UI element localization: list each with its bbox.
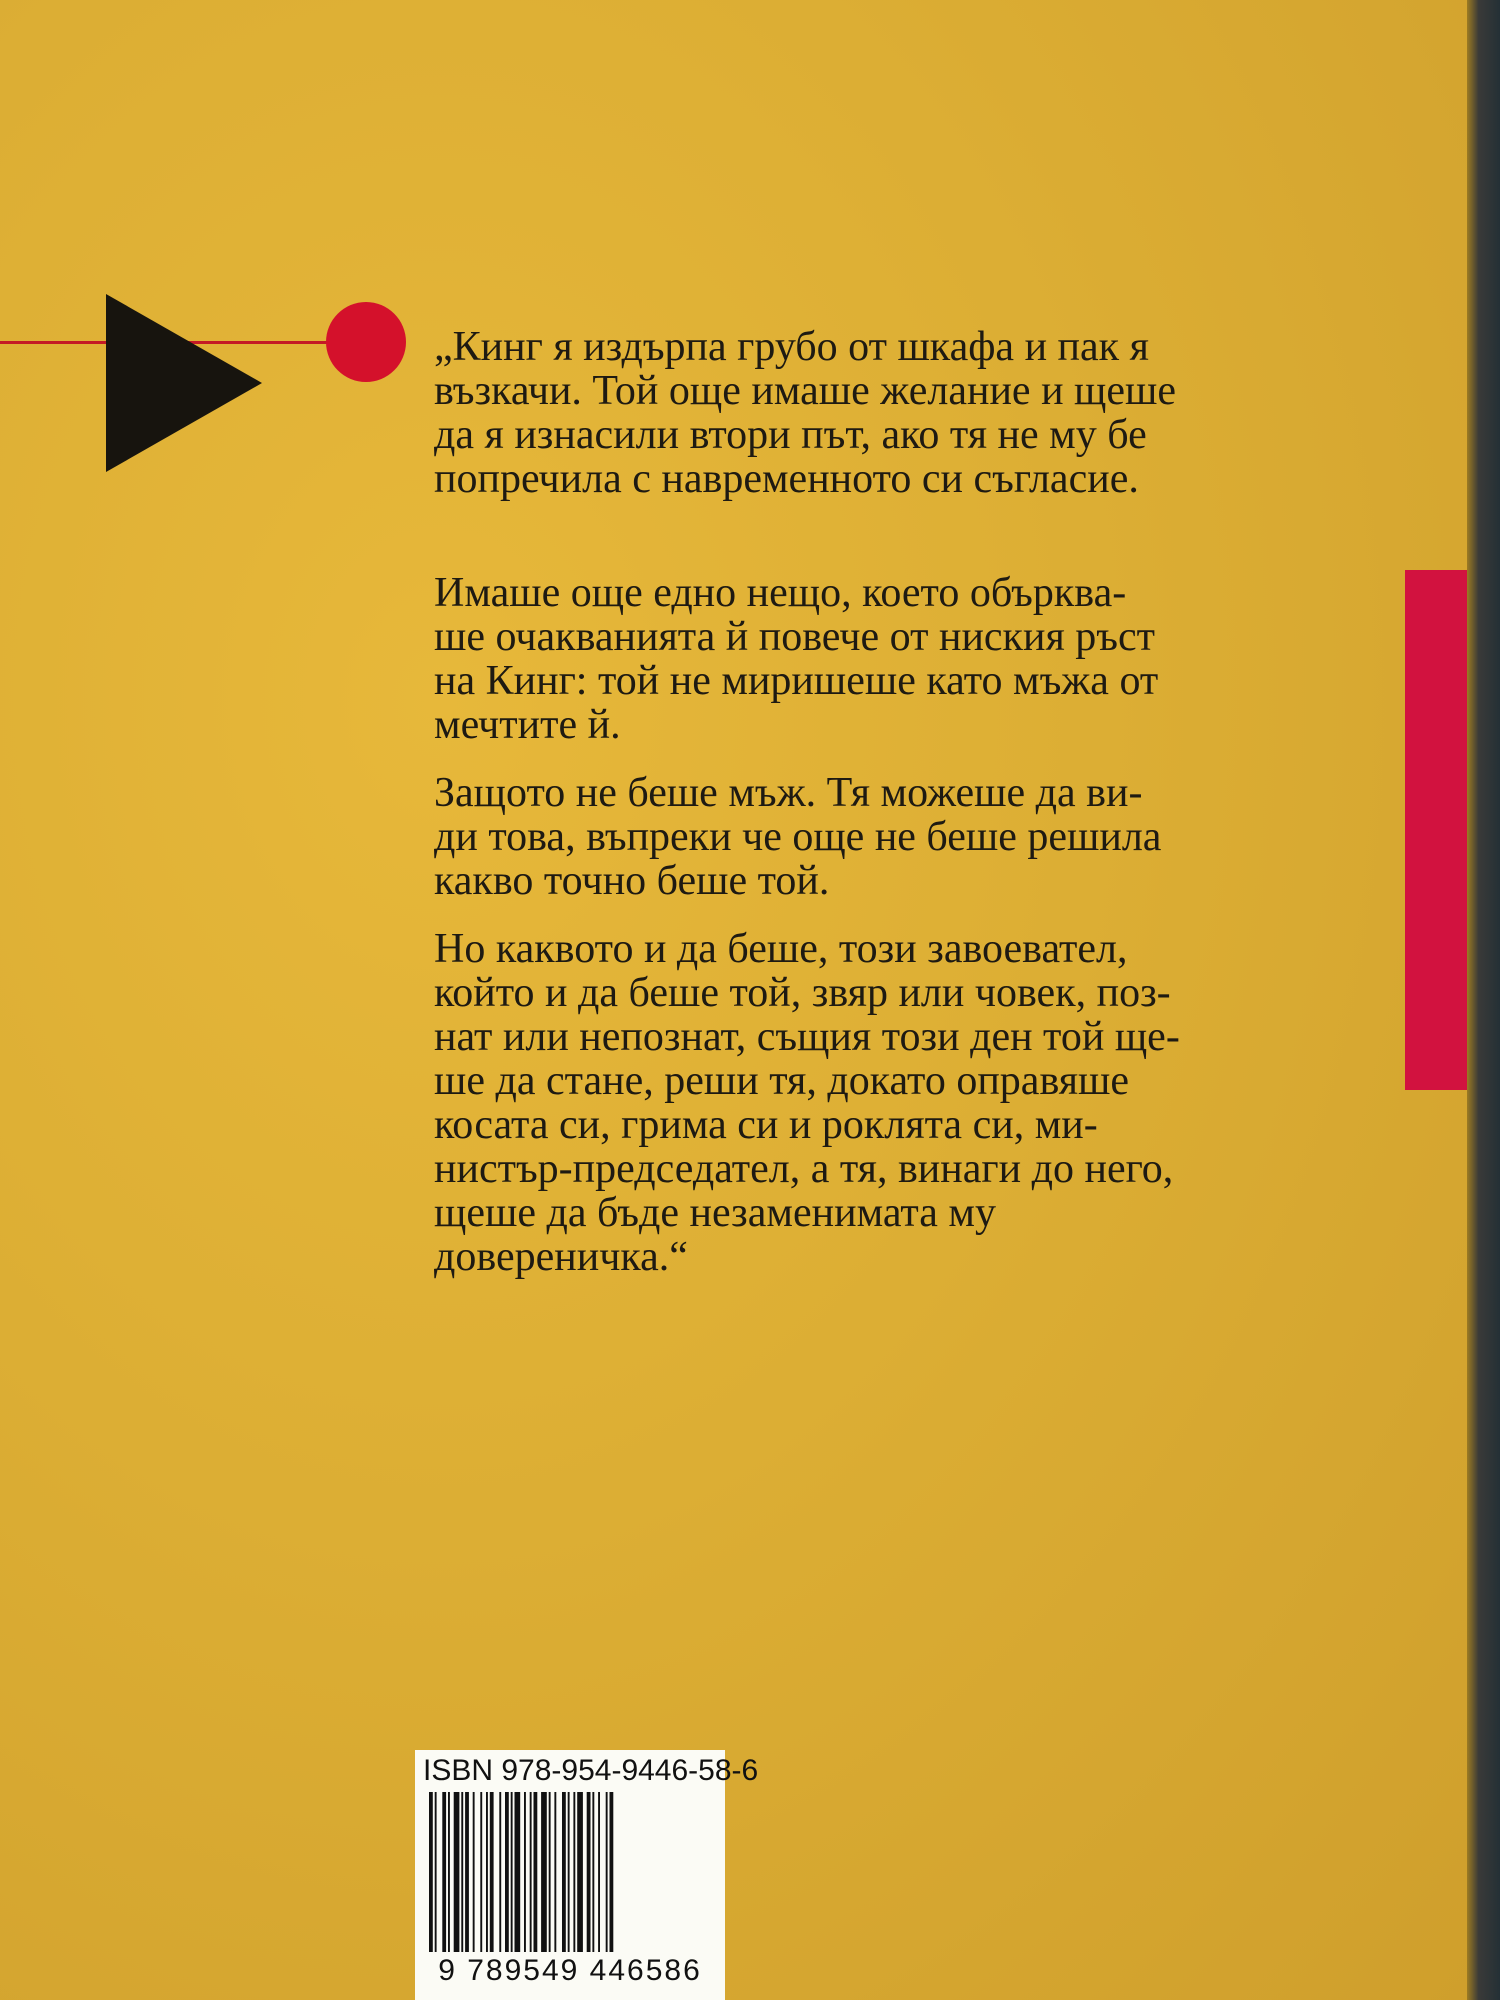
barcode-stripe bbox=[549, 1792, 551, 1952]
text-line: „Кинг я издърпа грубо от шкафа и пак я bbox=[434, 324, 1149, 370]
text-line: косата си, грима си и роклята си, ми- bbox=[434, 1102, 1098, 1148]
red-circle-icon bbox=[326, 302, 406, 382]
text-line: нат или непознат, същия този ден той ще- bbox=[434, 1014, 1180, 1060]
isbn-barcode bbox=[415, 1750, 759, 2000]
text-line: да я изнасили втори път, ако тя не му бе bbox=[434, 412, 1147, 458]
text-line: щеше да бъде незаменимата му bbox=[434, 1190, 996, 1236]
excerpt-paragraph bbox=[434, 571, 1254, 747]
barcode-stripe bbox=[465, 1792, 469, 1952]
text-line: Защото не беше мъж. Тя можеше да ви- bbox=[434, 770, 1143, 816]
red-side-bar bbox=[1405, 570, 1467, 1090]
barcode-stripe bbox=[541, 1792, 547, 1952]
barcode-stripe bbox=[534, 1792, 538, 1952]
excerpt-paragraph bbox=[434, 927, 1254, 1279]
isbn-label: ISBN 978-954-9446-58-6 bbox=[423, 1754, 759, 1787]
barcode-stripe bbox=[490, 1792, 494, 1952]
barcode-stripe bbox=[524, 1792, 526, 1952]
barcode-digits: 9 789549 446586 bbox=[438, 1954, 702, 1987]
barcode-bars bbox=[427, 1792, 717, 1952]
text-line: Но каквото и да беше, този завоевател, bbox=[434, 926, 1128, 972]
barcode-stripe bbox=[573, 1792, 575, 1952]
text-line: нистър-председател, а тя, винаги до него, bbox=[434, 1146, 1174, 1192]
barcode-stripe bbox=[598, 1792, 600, 1952]
text-line: който и да беше той, звяр или човек, поз- bbox=[434, 970, 1171, 1016]
text-line: на Кинг: той не миришеше като мъжа от bbox=[434, 658, 1159, 704]
text-line: Имаше още едно нещо, което обърква- bbox=[434, 570, 1127, 616]
barcode-stripe bbox=[486, 1792, 488, 1952]
barcode-stripe bbox=[429, 1792, 433, 1952]
barcode-stripe bbox=[610, 1792, 614, 1952]
barcode-stripe bbox=[461, 1792, 463, 1952]
barcode-stripe bbox=[577, 1792, 583, 1952]
barcode-stripe bbox=[515, 1792, 521, 1952]
barcode-stripe bbox=[480, 1792, 482, 1952]
text-line: ше очакванията й повече от ниския ръст bbox=[434, 614, 1155, 660]
play-triangle-icon bbox=[106, 294, 262, 472]
barcode-stripe bbox=[448, 1792, 450, 1952]
text-line: попречила с навременното си съгласие. bbox=[434, 456, 1139, 502]
barcode-stripe bbox=[442, 1792, 446, 1952]
barcode-stripe bbox=[511, 1792, 513, 1952]
text-line: какво точно беше той. bbox=[434, 858, 830, 904]
text-line: ди това, въпреки че още не беше решила bbox=[434, 814, 1162, 860]
excerpt-paragraph bbox=[434, 325, 1254, 501]
excerpt-text bbox=[434, 325, 1254, 1279]
barcode-stripe bbox=[562, 1792, 566, 1952]
text-line: ше да стане, реши тя, докато оправяше bbox=[434, 1058, 1130, 1104]
text-line: довереничка.“ bbox=[434, 1234, 688, 1280]
text-line: мечтите й. bbox=[434, 702, 621, 748]
barcode-stripe bbox=[473, 1792, 475, 1952]
barcode-stripe bbox=[554, 1792, 556, 1952]
barcode-stripe bbox=[505, 1792, 509, 1952]
barcode-stripe bbox=[606, 1792, 608, 1952]
barcode-stripe bbox=[592, 1792, 594, 1952]
barcode-stripe bbox=[587, 1792, 591, 1952]
barcode-stripe bbox=[454, 1792, 460, 1952]
text-line: възкачи. Той още имаше желание и щеше bbox=[434, 368, 1177, 414]
dark-background-edge bbox=[1467, 0, 1500, 2000]
barcode-stripe bbox=[499, 1792, 501, 1952]
barcode-stripe bbox=[568, 1792, 570, 1952]
barcode-stripe bbox=[530, 1792, 532, 1952]
excerpt-paragraph bbox=[434, 771, 1254, 903]
barcode-stripe bbox=[435, 1792, 437, 1952]
